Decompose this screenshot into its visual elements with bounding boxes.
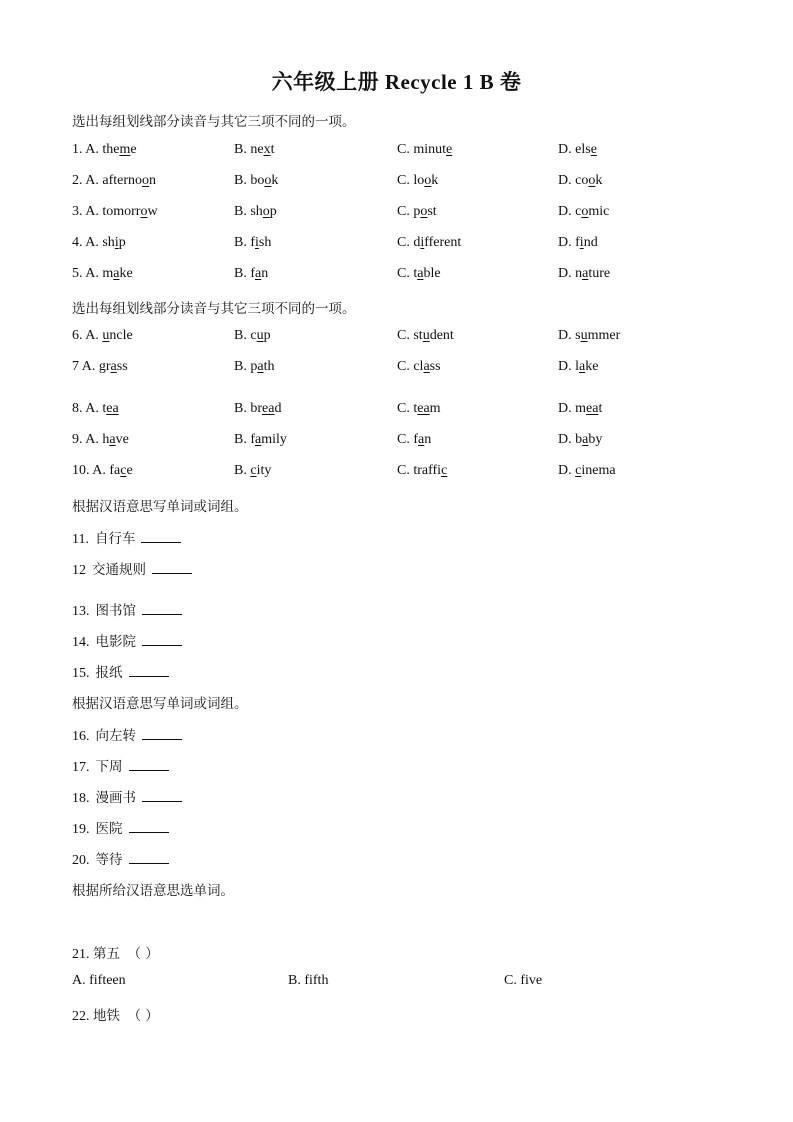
word-part: f [413, 432, 419, 447]
option-a[interactable] [72, 173, 156, 189]
option-a[interactable] [72, 401, 119, 417]
word-part: th [263, 359, 275, 374]
word-part: D. [558, 432, 576, 447]
question-prompt: 报纸 [95, 665, 123, 681]
word-part: dent [429, 328, 454, 343]
question-14 [72, 630, 182, 651]
word-part: traffi [413, 463, 442, 478]
underlined-letters: ea [106, 401, 119, 416]
question-number: 21. [72, 947, 90, 962]
word-part: C. [397, 432, 414, 447]
question-number: 4. [72, 235, 83, 250]
question-19 [72, 817, 169, 838]
question-12 [72, 558, 192, 579]
question-number: 11. [72, 532, 89, 547]
answer-blank[interactable] [129, 662, 169, 677]
underlined-letters: u [580, 328, 588, 343]
word-part: ture [588, 266, 611, 281]
page-title: 六年级上册 Recycle 1 B 卷 [271, 70, 522, 94]
question-1 [72, 142, 722, 162]
word-part: n [261, 266, 269, 281]
option-b[interactable]: B. fifth [288, 973, 329, 988]
underlined-letters: u [102, 328, 110, 343]
question-prompt: 地铁 [93, 1008, 120, 1024]
section-instruction-3: 根据汉语意思写单词或词组。 [72, 499, 248, 515]
question-10 [72, 463, 722, 483]
word-part: sh [102, 235, 115, 250]
word-part: B. [234, 173, 251, 188]
word-part: minut [413, 142, 447, 157]
word-part: fa [109, 463, 121, 478]
question-prompt: 自行车 [94, 531, 136, 547]
word-part: D. [558, 235, 576, 250]
word-part: l [575, 359, 580, 374]
word-part: D. [558, 173, 576, 188]
word-part: k [595, 173, 603, 188]
underlined-letters: a [579, 359, 586, 374]
underlined-letters: a [255, 266, 262, 281]
word-part: inema [581, 463, 616, 478]
word-part: mic [588, 204, 610, 219]
word-part: n [149, 173, 157, 188]
question-number: 5. [72, 266, 83, 281]
underlined-letters: ea [586, 401, 599, 416]
answer-paren[interactable]: （ ） [127, 1008, 159, 1024]
question-prompt: 图书馆 [95, 603, 136, 619]
word-part: els [575, 142, 591, 157]
word-part: D. [558, 204, 576, 219]
word-part: co [575, 173, 589, 188]
option-b[interactable] [234, 359, 274, 375]
option-b[interactable] [234, 432, 287, 448]
question-number: 3. [72, 204, 83, 219]
word-part: B. [234, 142, 251, 157]
answer-blank[interactable] [152, 559, 192, 574]
question-number: 10. [72, 463, 90, 478]
underlined-letters: x [263, 142, 271, 157]
word-part: ncle [109, 328, 133, 343]
answer-blank[interactable] [142, 631, 182, 646]
word-part: D. [558, 359, 576, 374]
underlined-letters: ea [417, 401, 430, 416]
question-number: 18. [72, 791, 90, 806]
word-part: C. [397, 204, 414, 219]
question-3 [72, 204, 722, 224]
option-b[interactable] [234, 235, 271, 251]
word-part: A. [85, 432, 103, 447]
underlined-letters: o [588, 173, 596, 188]
option-a[interactable] [72, 235, 126, 251]
word-part: ss [429, 359, 441, 374]
word-part: C. [397, 328, 414, 343]
question-21 [72, 942, 159, 963]
answer-blank[interactable] [141, 528, 181, 543]
question-number: 9. [72, 432, 83, 447]
word-part: B. [234, 266, 251, 281]
word-part: by [588, 432, 603, 447]
underlined-letters: a [109, 432, 116, 447]
word-part: ve [115, 432, 129, 447]
underlined-letters: a [417, 266, 424, 281]
option-a[interactable] [72, 359, 128, 375]
option-a[interactable] [72, 328, 133, 344]
option-c[interactable] [397, 328, 454, 344]
underlined-letters: i [579, 235, 584, 250]
section-instruction-1: 选出每组划线部分读音与其它三项不同的一项。 [72, 114, 356, 130]
word-part: t [413, 266, 418, 281]
word-part: A. [85, 142, 103, 157]
word-part: n [424, 432, 432, 447]
section-instruction-4: 根据汉语意思写单词或词组。 [72, 696, 248, 712]
word-part: D. [558, 328, 576, 343]
question-number: 14. [72, 635, 90, 650]
word-part: k [271, 173, 279, 188]
option-d[interactable] [558, 359, 598, 375]
answer-blank[interactable] [142, 787, 182, 802]
word-part: c [575, 204, 582, 219]
word-part: f [575, 235, 580, 250]
answer-paren[interactable]: （ ） [127, 946, 159, 962]
question-16 [72, 724, 182, 745]
option-a[interactable] [72, 142, 137, 158]
word-part: p [413, 204, 421, 219]
underlined-letters: c [120, 463, 127, 478]
word-part: mmer [587, 328, 621, 343]
option-d[interactable] [558, 173, 602, 189]
underlined-letters: o [420, 204, 428, 219]
question-8 [72, 401, 722, 421]
option-d[interactable] [558, 266, 610, 282]
word-part: m [102, 266, 114, 281]
word-part: B. [234, 328, 251, 343]
word-part: t [598, 401, 603, 416]
option-d[interactable] [558, 401, 602, 417]
option-b[interactable] [234, 328, 271, 344]
question-number: 19. [72, 822, 90, 837]
question-prompt: 等待 [95, 852, 123, 868]
word-part: d [413, 235, 421, 250]
option-c[interactable] [397, 235, 461, 251]
word-part: f [250, 432, 256, 447]
underlined-letters: a [110, 359, 117, 374]
underlined-letters: o [264, 173, 272, 188]
word-part: cl [413, 359, 424, 374]
option-b[interactable] [234, 266, 268, 282]
word-part: C. [397, 142, 414, 157]
word-part: ss [116, 359, 128, 374]
word-part: tomorr [102, 204, 141, 219]
question-6 [72, 328, 722, 348]
underlined-letters: o [424, 173, 432, 188]
option-d[interactable] [558, 204, 609, 220]
option-a[interactable] [72, 432, 129, 448]
word-part: e [130, 142, 137, 157]
word-part: f [250, 266, 256, 281]
question-prompt: 交通规则 [92, 562, 146, 578]
word-part: A. [85, 266, 103, 281]
answer-blank[interactable] [129, 849, 169, 864]
word-part: C. [397, 173, 414, 188]
word-part: t [270, 142, 275, 157]
word-part: s [575, 328, 581, 343]
underlined-letters: o [140, 204, 148, 219]
word-part: A. [81, 359, 99, 374]
word-part: m [429, 401, 441, 416]
option-d[interactable] [558, 142, 597, 158]
underlined-letters: a [582, 432, 589, 447]
underlined-letters: o [581, 204, 589, 219]
option-a[interactable] [72, 266, 133, 282]
option-c[interactable] [397, 173, 438, 189]
question-number: 20. [72, 853, 90, 868]
word-part: the [102, 142, 120, 157]
word-part: A. [85, 204, 103, 219]
word-part: f [250, 235, 256, 250]
word-part: B. [234, 359, 251, 374]
underlined-letters: c [575, 463, 582, 478]
question-17 [72, 755, 169, 776]
underlined-letters: ea [262, 401, 275, 416]
word-part: B. [234, 204, 251, 219]
option-c[interactable] [397, 432, 431, 448]
underlined-letters: m [119, 142, 131, 157]
word-part: n [575, 266, 583, 281]
word-part: A. [85, 328, 103, 343]
question-number: 6. [72, 328, 83, 343]
question-21-options [72, 973, 722, 993]
word-part: lo [413, 173, 425, 188]
underlined-letters: o [142, 173, 150, 188]
question-9 [72, 432, 722, 452]
underlined-letters: u [256, 328, 264, 343]
word-part: ke [119, 266, 133, 281]
option-d[interactable] [558, 432, 602, 448]
word-part: C. [397, 235, 414, 250]
word-part: st [427, 204, 437, 219]
question-4 [72, 235, 722, 255]
word-part: A. [85, 235, 103, 250]
question-15 [72, 661, 169, 682]
underlined-letters: c [441, 463, 448, 478]
answer-blank[interactable] [142, 725, 182, 740]
question-number: 12 [72, 563, 86, 578]
option-c[interactable] [397, 266, 441, 282]
option-d[interactable] [558, 328, 620, 344]
word-part: B. [234, 401, 251, 416]
option-d[interactable] [558, 463, 616, 479]
question-prompt: 医院 [95, 821, 123, 837]
word-part: p [263, 328, 271, 343]
word-part: ke [585, 359, 599, 374]
option-c[interactable] [397, 401, 441, 417]
word-part: B. [234, 432, 251, 447]
word-part: p [269, 204, 277, 219]
option-c[interactable] [397, 142, 452, 158]
word-part: p [250, 359, 258, 374]
word-part: A. [85, 173, 103, 188]
option-b[interactable] [234, 142, 274, 158]
question-prompt: 第五 [93, 946, 120, 962]
underlined-letters: a [255, 432, 262, 447]
word-part: D. [558, 401, 576, 416]
underlined-letters: a [113, 266, 120, 281]
word-part: C. [397, 463, 414, 478]
question-7 [72, 359, 722, 379]
option-a[interactable]: A. fifteen [72, 973, 126, 988]
section-instruction-2: 选出每组划线部分读音与其它三项不同的一项。 [72, 301, 356, 317]
question-11 [72, 527, 181, 548]
word-part: A. [85, 401, 103, 416]
word-part: w [147, 204, 158, 219]
underlined-letters: i [114, 235, 119, 250]
option-a[interactable] [72, 463, 133, 479]
word-part: ble [423, 266, 441, 281]
word-part: nd [583, 235, 598, 250]
question-number: 7 [72, 359, 79, 374]
answer-blank[interactable] [129, 818, 169, 833]
question-13 [72, 599, 182, 620]
word-part: e [126, 463, 133, 478]
option-c[interactable] [397, 359, 441, 375]
underlined-letters: u [422, 328, 430, 343]
question-5 [72, 266, 722, 286]
question-22 [72, 1004, 159, 1025]
word-part: B. [234, 235, 251, 250]
word-part: br [250, 401, 263, 416]
word-part: h [102, 432, 110, 447]
underlined-letters: i [255, 235, 259, 250]
question-number: 2. [72, 173, 83, 188]
question-20 [72, 848, 169, 869]
option-b[interactable] [234, 401, 281, 417]
word-part: fferent [424, 235, 462, 250]
question-18 [72, 786, 182, 807]
section-instruction-5: 根据所给汉语意思选单词。 [72, 883, 234, 899]
option-a[interactable] [72, 204, 158, 220]
question-number: 17. [72, 760, 90, 775]
word-part: t [413, 401, 418, 416]
word-part: sh [258, 235, 272, 250]
word-part: p [118, 235, 126, 250]
underlined-letters: i [420, 235, 425, 250]
question-prompt: 电影院 [95, 634, 136, 650]
word-part: C. [397, 359, 414, 374]
word-part: t [102, 401, 107, 416]
question-number: 15. [72, 666, 90, 681]
underlined-letters: a [582, 266, 589, 281]
word-part: d [274, 401, 282, 416]
option-b[interactable] [234, 463, 271, 479]
underlined-letters: a [418, 432, 425, 447]
underlined-letters: a [257, 359, 264, 374]
answer-blank[interactable] [129, 756, 169, 771]
underlined-letters: e [446, 142, 453, 157]
question-number: 16. [72, 729, 90, 744]
word-part: st [413, 328, 423, 343]
word-part: C. [397, 401, 414, 416]
word-part: afterno [102, 173, 143, 188]
word-part: mily [261, 432, 287, 447]
option-d[interactable] [558, 235, 598, 251]
question-number: 22. [72, 1009, 90, 1024]
question-prompt: 向左转 [95, 728, 136, 744]
word-part: ity [256, 463, 272, 478]
question-number: 8. [72, 401, 83, 416]
word-part: D. [558, 463, 576, 478]
word-part: D. [558, 142, 576, 157]
word-part: B. [234, 463, 251, 478]
word-part: C. [397, 266, 414, 281]
question-prompt: 漫画书 [95, 790, 136, 806]
word-part: c [250, 328, 257, 343]
underlined-letters: a [423, 359, 430, 374]
word-part: A. [92, 463, 110, 478]
word-part: sh [250, 204, 263, 219]
option-c[interactable] [397, 204, 437, 220]
word-part: k [431, 173, 439, 188]
answer-blank[interactable] [142, 600, 182, 615]
option-c[interactable] [397, 463, 447, 479]
option-b[interactable] [234, 204, 277, 220]
word-part: D. [558, 266, 576, 281]
question-number: 13. [72, 604, 90, 619]
word-part: ne [250, 142, 264, 157]
underlined-letters: c [250, 463, 257, 478]
word-part: m [575, 401, 587, 416]
option-b[interactable] [234, 173, 278, 189]
underlined-letters: e [590, 142, 597, 157]
question-2 [72, 173, 722, 193]
word-part: bo [250, 173, 265, 188]
question-prompt: 下周 [95, 759, 123, 775]
word-part: gr [98, 359, 111, 374]
question-number: 1. [72, 142, 83, 157]
underlined-letters: o [262, 204, 270, 219]
option-c[interactable]: C. five [504, 973, 543, 988]
word-part: b [575, 432, 583, 447]
